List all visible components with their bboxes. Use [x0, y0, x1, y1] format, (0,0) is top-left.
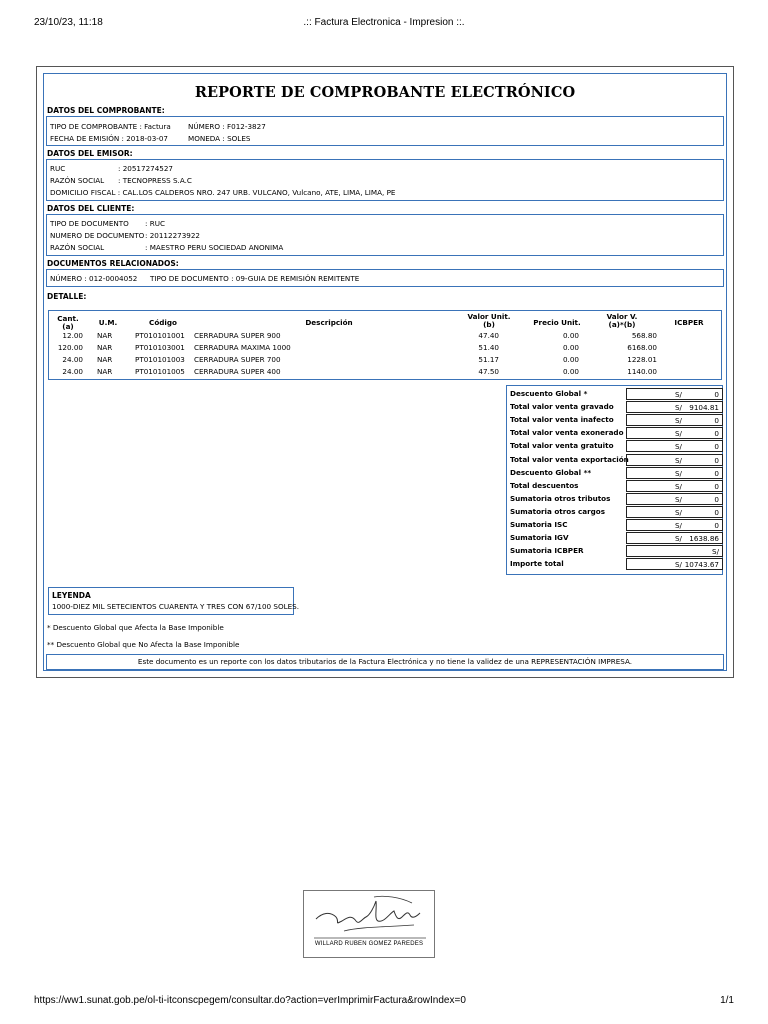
section-heading-cliente: DATOS DEL CLIENTE: [47, 204, 135, 213]
totales-label: Total valor venta gratuito [510, 441, 614, 451]
totales-value-field [626, 532, 723, 544]
totales-amount: 9104.81 [689, 403, 719, 413]
totales-currency: S/ [675, 481, 682, 491]
col-header-precio-unit: Precio Unit. [533, 318, 581, 327]
totales-row [510, 480, 720, 492]
detalle-cell-codigo: PT010103001 [135, 343, 185, 352]
detalle-cell-cant: 24.00 [62, 367, 83, 376]
totales-row [510, 467, 720, 479]
totales-value-field [626, 427, 723, 439]
detalle-cell-cant: 12.00 [62, 331, 83, 340]
detalle-cell-cant: 120.00 [57, 343, 83, 352]
totales-currency: S/ [675, 442, 682, 452]
detalle-cell-valor-v: 1228.01 [627, 355, 657, 364]
section-heading-comprobante: DATOS DEL COMPROBANTE: [47, 106, 165, 115]
report-outer-frame [36, 66, 734, 678]
totales-row [510, 454, 720, 466]
detalle-cell-valor-unit: 47.40 [478, 331, 499, 340]
leyenda-text: 1000-DIEZ MIL SETECIENTOS CUARENTA Y TRES CON 67/100 SOLES. [52, 602, 299, 611]
totales-label: Descuento Global * [510, 389, 588, 398]
totales-label: Sumatoria IGV [510, 533, 569, 543]
detalle-cell-valor-v: 6168.00 [627, 343, 657, 352]
tipo-comprobante: TIPO DE COMPROBANTE : Factura [50, 122, 171, 131]
print-header [34, 17, 734, 31]
totales-label: Sumatoria otros cargos [510, 506, 606, 516]
totales-label: Sumatoria ISC [510, 520, 568, 529]
detalle-cell-valor-unit: 51.40 [478, 343, 499, 352]
col-header-valor-v: Valor V. (a)*(b) [606, 312, 638, 329]
totales-amount: 0 [714, 390, 719, 399]
totales-amount: 0 [714, 429, 719, 439]
emisor-razon-label: RAZÓN SOCIAL [50, 176, 105, 185]
detalle-cell-valor-unit: 47.50 [478, 367, 499, 376]
print-page-count: 1/1 [720, 995, 734, 1006]
totales-label: Descuento Global ** [510, 467, 592, 477]
cliente-numero-value: : 20112273922 [145, 231, 201, 240]
cliente-numero-label: NUMERO DE DOCUMENTO [50, 231, 145, 240]
totales-label: Sumatoria otros tributos [510, 493, 611, 503]
totales-label: Total valor venta exportación [510, 454, 629, 464]
fecha-emision: FECHA DE EMISIÓN : 2018-03-07 [50, 134, 169, 143]
totales-row [510, 440, 720, 452]
totales-row [510, 414, 720, 426]
detalle-cell-um: NAR [97, 355, 113, 364]
totales-currency: S/ [675, 416, 682, 426]
handwritten-signature [304, 891, 434, 941]
col-header-valor-unit: Valor Unit. (b) [467, 312, 511, 329]
cliente-razon-value: : MAESTRO PERU SOCIEDAD ANONIMA [145, 243, 284, 252]
totales-label: Total descuentos [510, 480, 579, 490]
col-header-um: U.M. [98, 318, 118, 327]
note-descuento-no-afecta: ** Descuento Global que No Afecta la Base Imponible [47, 640, 240, 649]
totales-label: Total valor venta exonerado [510, 428, 624, 438]
totales-currency: S/ [675, 403, 682, 413]
totales-value-field [626, 454, 723, 466]
detalle-cell-codigo: PT010101005 [135, 367, 185, 376]
emisor-domicilio: DOMICILIO FISCAL : CAL.LOS CALDEROS NRO. 247 URB. VULCANO, Vulcano, ATE, LIMA, LIMA, PE [50, 188, 396, 197]
totales-row [510, 545, 720, 557]
totales-value-field [626, 388, 723, 400]
leyenda-heading: LEYENDA [52, 591, 91, 600]
col-header-descripcion: Descripción [305, 318, 353, 327]
totales-amount: 0 [714, 521, 719, 530]
totales-amount: 0 [714, 494, 719, 504]
totales-amount: 0 [714, 455, 719, 465]
print-url: https://ww1.sunat.gob.pe/ol-ti-itconscpegem/consultar.do?action=verImprimirFactura&rowIndex=0 [34, 995, 466, 1006]
totales-amount: 0 [714, 481, 719, 491]
detalle-cell-precio-unit: 0.00 [562, 367, 579, 376]
totales-currency: S/ [675, 521, 682, 530]
detalle-cell-um: NAR [97, 367, 113, 376]
col-header-codigo: Código [149, 318, 177, 327]
totales-currency: S/ [675, 507, 682, 517]
detalle-cell-um: NAR [97, 343, 113, 352]
relacionados-box [46, 269, 724, 287]
totales-currency: S/ [675, 429, 682, 439]
cliente-razon-label: RAZÓN SOCIAL [50, 243, 105, 252]
totales-row [510, 401, 720, 413]
totales-amount: 0 [714, 507, 719, 517]
signature-name: WILLARD RUBEN GOMEZ PAREDES [314, 941, 424, 947]
relacionado-tipo: TIPO DE DOCUMENTO : 09-GUIA DE REMISIÓN REMITENTE [150, 274, 360, 283]
totales-label: Total valor venta inafecto [510, 415, 614, 425]
totales-amount: 1638.86 [689, 534, 719, 544]
emisor-razon-value: : TECNOPRESS S.A.C [118, 176, 192, 185]
detalle-cell-valor-v: 568.80 [631, 331, 657, 340]
emisor-ruc-value: : 20517274527 [118, 164, 174, 173]
leyenda-box [48, 587, 299, 615]
totales-value-field [626, 558, 723, 570]
detalle-cell-valor-v: 1140.00 [627, 367, 657, 376]
totales-value-field [626, 493, 723, 505]
detalle-cell-um: NAR [97, 331, 113, 340]
emisor-ruc-label: RUC [50, 164, 66, 173]
totales-row [510, 493, 720, 505]
cliente-box [46, 214, 724, 256]
totales-value-field [626, 401, 723, 413]
totales-label: Total valor venta gravado [510, 402, 614, 412]
totales-currency: S/ [675, 390, 682, 399]
totales-label: Importe total [510, 559, 564, 569]
totales-amount: 10743.67 [684, 560, 719, 570]
detalle-cell-codigo: PT010101001 [135, 331, 185, 340]
detalle-cell-descripcion: CERRADURA SUPER 400 [194, 367, 281, 376]
totales-currency: S/ [675, 534, 682, 544]
cliente-tipo-label: TIPO DE DOCUMENTO [50, 219, 129, 228]
disclaimer: Este documento es un reporte con los datos tributarios de la Factura Electrónica y no tiene la validez de una REPRESENTACIÓN IMPRESA. [46, 654, 724, 670]
totales-row [510, 532, 720, 544]
totales-row [510, 558, 720, 570]
detalle-table [48, 310, 722, 380]
totales-amount: 0 [714, 416, 719, 426]
print-footer [34, 995, 734, 1009]
note-descuento-afecta: * Descuento Global que Afecta la Base Imponible [47, 623, 224, 632]
section-heading-detalle: DETALLE: [47, 292, 87, 301]
detalle-cell-precio-unit: 0.00 [562, 331, 579, 340]
totales-row [510, 388, 720, 400]
totales-row [510, 427, 720, 439]
totales-amount: 0 [714, 468, 719, 478]
detalle-cell-descripcion: CERRADURA SUPER 700 [194, 355, 281, 364]
totales-value-field [626, 506, 723, 518]
col-header-icbper: ICBPER [674, 318, 704, 327]
detalle-cell-descripcion: CERRADURA MAXIMA 1000 [194, 343, 291, 352]
totales-row [510, 519, 720, 531]
totales-value-field [626, 440, 723, 452]
totales-value-field [626, 545, 723, 557]
emisor-box [46, 159, 724, 201]
totales-label: Sumatoria ICBPER [510, 546, 584, 556]
report-title: REPORTE DE COMPROBANTE ELECTRÓNICO [194, 84, 576, 101]
print-datetime: 23/10/23, 11:18 [34, 17, 103, 28]
section-heading-relacionados: DOCUMENTOS RELACIONADOS: [47, 259, 179, 268]
totales-currency: S/ [675, 560, 682, 570]
totales-currency: S/ [675, 455, 682, 465]
cliente-tipo-value: : RUC [145, 219, 165, 228]
comprobante-box [46, 116, 724, 146]
print-page-title: .:: Factura Electronica - Impresion ::. [303, 17, 465, 28]
relacionado-numero: NÚMERO : 012-0004052 [50, 274, 138, 283]
totales-currency: S/ [712, 547, 719, 557]
totales-value-field [626, 414, 723, 426]
section-heading-emisor: DATOS DEL EMISOR: [47, 149, 133, 158]
moneda: MONEDA : SOLES [188, 134, 251, 143]
totales-currency: S/ [675, 468, 682, 478]
totales-amount: 0 [714, 442, 719, 452]
signature-block [303, 890, 435, 958]
detalle-cell-codigo: PT010101003 [135, 355, 185, 364]
totales-value-field [626, 519, 723, 531]
totales-value-field [626, 467, 723, 479]
totales-currency: S/ [675, 494, 682, 504]
detalle-cell-valor-unit: 51.17 [478, 355, 499, 364]
detalle-cell-precio-unit: 0.00 [562, 355, 579, 364]
totales-box [506, 385, 723, 575]
detalle-cell-cant: 24.00 [62, 355, 83, 364]
col-header-cant: Cant. (a) [57, 314, 79, 331]
detalle-cell-descripcion: CERRADURA SUPER 900 [194, 331, 281, 340]
report-inner-frame [43, 73, 727, 671]
detalle-cell-precio-unit: 0.00 [562, 343, 579, 352]
totales-value-field [626, 480, 723, 492]
numero-comprobante: NÚMERO : F012-3827 [188, 122, 266, 131]
totales-row [510, 506, 720, 518]
